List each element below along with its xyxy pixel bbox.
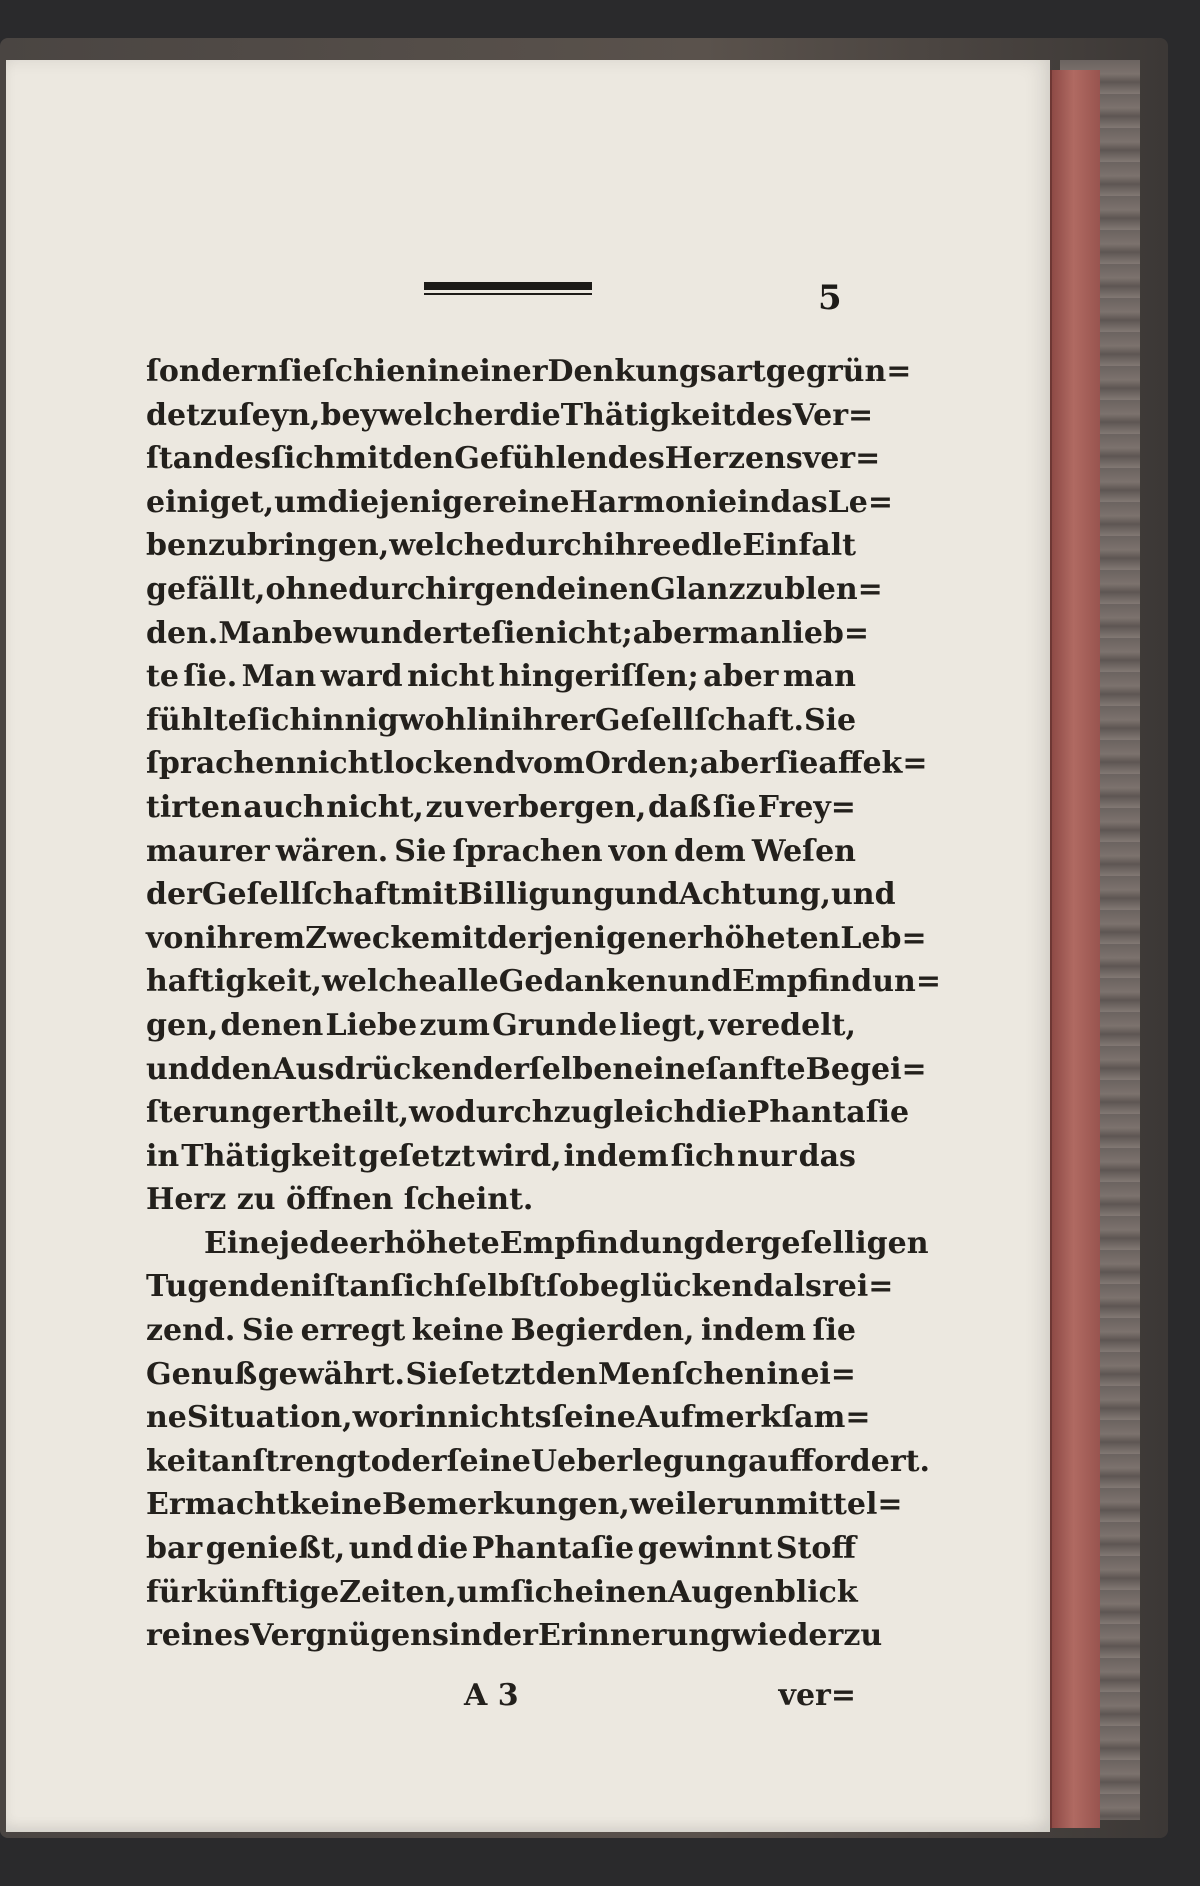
word: macht	[184, 1487, 290, 1523]
word: als	[774, 1269, 822, 1305]
word: Liebe	[325, 1007, 418, 1043]
word: und	[146, 1051, 211, 1087]
word: die	[509, 397, 561, 433]
word: er	[697, 1487, 733, 1523]
word: ſie	[812, 1313, 856, 1349]
word: Er	[146, 1487, 185, 1523]
word: vom	[515, 746, 585, 782]
word: nicht	[407, 659, 495, 695]
word: Empfindung	[499, 1225, 705, 1261]
word: erhöheten	[667, 920, 841, 956]
word: ſanfte	[705, 1051, 806, 1087]
word: Ausdrücken	[272, 1051, 474, 1087]
word: Vergnügens	[250, 1618, 449, 1654]
text-line	[146, 612, 870, 656]
word: wären.	[275, 833, 389, 869]
word: Le=	[827, 484, 893, 520]
word: dem	[673, 833, 746, 869]
word: Sie	[405, 1356, 458, 1392]
word: Man	[218, 615, 293, 651]
word: ſeine	[446, 1443, 531, 1479]
word: bey	[320, 397, 378, 433]
book-page	[6, 60, 1050, 1832]
word: durch	[348, 571, 447, 607]
word: gewährt.	[257, 1356, 405, 1392]
word: und	[348, 1531, 414, 1567]
word: Situation,	[186, 1400, 353, 1436]
word: blen=	[784, 571, 883, 607]
word: den	[392, 441, 455, 477]
page-number: 5	[818, 278, 842, 318]
word: wodurch	[409, 1095, 554, 1131]
word: die	[416, 1531, 469, 1567]
body-text	[146, 350, 941, 1658]
word: lieb=	[781, 615, 870, 651]
word: affek=	[818, 746, 928, 782]
text-line	[146, 1222, 929, 1266]
word: ſchien	[321, 354, 428, 389]
word: ſtandes	[146, 441, 271, 477]
word: worin	[352, 1400, 448, 1436]
word: Zeiten,	[339, 1574, 457, 1610]
text-line	[146, 394, 874, 438]
word: maurer	[146, 833, 270, 869]
word: daß	[647, 789, 712, 825]
word: mit	[430, 920, 488, 956]
word: ſprachen	[146, 746, 297, 782]
word: genießt,	[205, 1531, 346, 1567]
word: ward	[320, 659, 403, 695]
word: welche	[389, 528, 505, 564]
word: der	[146, 877, 202, 913]
word: reines	[146, 1618, 251, 1654]
word: Eine	[204, 1225, 280, 1261]
word: Sie	[394, 833, 447, 869]
word: alle	[437, 964, 499, 1000]
word: Gefühlen	[454, 441, 608, 477]
text-line: Herz zu öffnen ſcheint.	[146, 1182, 534, 1218]
header-rule-thick	[424, 282, 592, 290]
word: Geſellſchaft	[201, 877, 401, 913]
word: ſie	[712, 789, 757, 825]
word: edle	[671, 528, 743, 564]
word: ne	[146, 1400, 187, 1436]
text-line	[146, 1048, 927, 1092]
word: Achtung,	[678, 877, 831, 913]
word: ertheilt,	[272, 1095, 410, 1131]
word: ſie	[491, 615, 535, 651]
word: Ueberlegung	[530, 1443, 749, 1479]
text-line	[146, 437, 881, 481]
word: beglückend	[579, 1269, 775, 1305]
word: zu	[843, 1618, 883, 1654]
word: hingeriſſen;	[498, 659, 699, 695]
word: eine	[634, 1051, 706, 1087]
word: Billigung	[457, 877, 615, 913]
word: unmittel=	[732, 1487, 903, 1523]
text-line	[146, 350, 912, 394]
word: nicht	[296, 746, 384, 782]
word: ohne	[265, 571, 349, 607]
word: ſich	[270, 441, 336, 477]
word: veredelt,	[708, 1007, 856, 1043]
word: das	[770, 484, 828, 520]
word: den.	[146, 615, 219, 651]
word: geſetzt	[358, 1138, 476, 1174]
word: gefällt,	[146, 571, 266, 607]
word: Thätigkeit	[560, 397, 736, 433]
text-line	[146, 873, 896, 917]
word: einer	[460, 354, 548, 389]
word: iſt	[311, 1269, 350, 1305]
word: für	[146, 1574, 197, 1610]
word: anſtrengt	[211, 1443, 371, 1479]
word: von	[608, 833, 668, 869]
text-line	[146, 1309, 856, 1353]
word: in	[766, 1356, 800, 1392]
text-line	[146, 1091, 910, 1135]
word: nur	[737, 1138, 797, 1174]
word: welche	[321, 964, 438, 1000]
word: in	[448, 1618, 483, 1654]
text-line	[146, 655, 856, 699]
signature-mark: A 3	[464, 1678, 519, 1713]
word: zu	[425, 789, 465, 825]
word: die	[695, 1095, 747, 1131]
word: Erinnerung	[537, 1618, 732, 1654]
word: wird,	[477, 1138, 562, 1174]
word: keine	[411, 1313, 504, 1349]
word: Glanz	[650, 571, 746, 607]
word: zu	[207, 528, 247, 564]
word: in	[477, 702, 511, 738]
word: durch	[504, 528, 604, 564]
word: reine	[482, 484, 570, 520]
word: künftige	[196, 1574, 340, 1610]
word: in	[737, 484, 771, 520]
word: nicht;	[534, 615, 633, 651]
word: ſich	[246, 702, 312, 738]
word: ihrem	[205, 920, 306, 956]
word: ihre	[603, 528, 672, 564]
word: Harmonie	[569, 484, 738, 520]
word: Leb=	[840, 920, 927, 956]
text-line	[146, 917, 927, 961]
word: einen	[556, 571, 651, 607]
word: Phantaſie	[746, 1095, 910, 1131]
word: irgend	[446, 571, 557, 607]
word: Weſen	[751, 833, 856, 869]
word: man	[782, 659, 856, 695]
word: ſprachen	[452, 833, 603, 869]
word: wohl	[398, 702, 478, 738]
word: liegt,	[619, 1007, 707, 1043]
word: keine	[289, 1487, 382, 1523]
word: an	[349, 1269, 391, 1305]
word: Grunde	[492, 1007, 618, 1043]
word: erregt	[300, 1313, 406, 1349]
text-line	[146, 1353, 856, 1397]
word: ſie	[278, 354, 322, 389]
word: Begierden,	[510, 1313, 695, 1349]
word: des	[607, 441, 665, 477]
word: erhöhete	[349, 1225, 500, 1261]
word: gen,	[146, 1007, 219, 1043]
word: und	[830, 877, 896, 913]
word: und	[614, 877, 679, 913]
word: weil	[629, 1487, 698, 1523]
word: Ver=	[792, 397, 874, 433]
word: Denkungsart	[547, 354, 766, 389]
word: man	[708, 615, 782, 651]
word: verbergen,	[465, 789, 647, 825]
word: auffordert.	[748, 1443, 930, 1479]
word: Aufmerkſam=	[635, 1400, 871, 1436]
word: einiget,	[146, 484, 275, 520]
word: und	[667, 964, 733, 1000]
word: ſich	[510, 1574, 575, 1610]
word: ben	[146, 528, 208, 564]
word: ſterung	[146, 1095, 273, 1131]
word: ſeine	[551, 1400, 636, 1436]
text-line	[146, 742, 928, 786]
word: zum	[419, 1007, 490, 1043]
word: Thätigkeit	[181, 1138, 357, 1174]
word: zugleich	[553, 1095, 696, 1131]
word: ſelbſt	[454, 1269, 547, 1305]
word: des	[735, 397, 793, 433]
word: ſetzt	[458, 1356, 535, 1392]
word: ſich	[670, 1138, 736, 1174]
word: mit	[335, 441, 393, 477]
text-line	[146, 960, 941, 1004]
word: wieder	[731, 1618, 844, 1654]
word: ſie	[775, 746, 819, 782]
page-edges	[1050, 70, 1100, 1828]
word: Gedanken	[498, 964, 668, 1000]
word: geſelligen	[760, 1225, 929, 1261]
word: ſo	[546, 1269, 580, 1305]
word: in	[427, 354, 461, 389]
word: lockend	[383, 746, 516, 782]
word: ſeyn,	[238, 397, 321, 433]
word: mit	[400, 877, 458, 913]
text-line	[146, 1440, 930, 1484]
word: ſie.	[183, 659, 238, 695]
text-line	[146, 1483, 903, 1527]
word: det	[146, 397, 200, 433]
word: diejenige	[327, 484, 483, 520]
word: der	[704, 1225, 761, 1261]
text-line	[146, 568, 883, 612]
word: um	[274, 484, 328, 520]
word: von	[146, 920, 206, 956]
word: Zwecke	[305, 920, 431, 956]
text-line	[146, 1527, 856, 1571]
word: Menſchen	[597, 1356, 766, 1392]
word: um	[456, 1574, 511, 1610]
word: Tugenden	[146, 1269, 312, 1305]
word: aber	[632, 615, 709, 651]
word: zu	[199, 397, 239, 433]
header-rule	[424, 282, 592, 296]
word: derſelben	[473, 1051, 635, 1087]
word: Man	[241, 659, 317, 695]
word: zend.	[146, 1313, 236, 1349]
header-rule-thin	[424, 293, 592, 295]
word: jede	[279, 1225, 350, 1261]
catchword: ver=	[778, 1678, 856, 1713]
word: haftigkeit,	[146, 964, 322, 1000]
word: Sie	[803, 702, 857, 738]
word: nicht,	[326, 789, 424, 825]
word: Frey=	[757, 789, 856, 825]
word: Phantaſie	[471, 1531, 635, 1567]
word: bar	[146, 1531, 203, 1567]
word: aber	[703, 659, 779, 695]
text-line	[146, 1265, 894, 1309]
word: Genuß	[146, 1356, 258, 1392]
word: Herzens	[664, 441, 803, 477]
word: indem	[563, 1138, 669, 1174]
word: fühlte	[146, 702, 247, 738]
text-line	[146, 1135, 856, 1179]
word: bewunderte	[292, 615, 492, 651]
text-line	[146, 699, 856, 743]
word: in	[146, 1138, 180, 1174]
word: Stoff	[775, 1531, 856, 1567]
word: Empfindun=	[732, 964, 941, 1000]
word: bringen,	[246, 528, 390, 564]
word: tirten	[146, 789, 242, 825]
word: Sie	[241, 1313, 295, 1349]
word: Augenblick	[667, 1574, 858, 1610]
word: ver=	[802, 441, 881, 477]
word: den	[535, 1356, 598, 1392]
word: Begei=	[805, 1051, 927, 1087]
word: keit	[146, 1443, 212, 1479]
word: ſondern	[146, 354, 279, 389]
text-line	[146, 481, 893, 525]
word: Geſellſchaft.	[594, 702, 804, 738]
word: das	[798, 1138, 856, 1174]
word: welcher	[377, 397, 510, 433]
text-line	[146, 1571, 856, 1615]
text-line	[146, 1004, 856, 1048]
word: der	[482, 1618, 538, 1654]
word: ihrer	[510, 702, 595, 738]
word: den	[210, 1051, 273, 1087]
text-line	[146, 524, 856, 568]
word: ſich	[390, 1269, 455, 1305]
word: indem	[701, 1313, 807, 1349]
word: aber	[699, 746, 775, 782]
word: Orden;	[584, 746, 700, 782]
word: denen	[220, 1007, 324, 1043]
word: auch	[243, 789, 325, 825]
word: oder	[370, 1443, 447, 1479]
word: nichts	[447, 1400, 552, 1436]
text-line	[146, 1396, 871, 1440]
word: zu	[745, 571, 785, 607]
word: Einfalt	[742, 528, 856, 564]
page-footer	[146, 1678, 856, 1722]
word: gegrün=	[765, 354, 912, 389]
word: te	[146, 659, 179, 695]
word: gewinnt	[637, 1531, 773, 1567]
text-line	[146, 830, 856, 874]
word: derjenigen	[487, 920, 668, 956]
word: rei=	[821, 1269, 894, 1305]
word: ei=	[800, 1356, 856, 1392]
text-line	[146, 786, 856, 830]
word: Bemerkungen,	[381, 1487, 630, 1523]
word: innig	[311, 702, 399, 738]
word: einen	[574, 1574, 668, 1610]
text-line	[146, 1614, 883, 1658]
